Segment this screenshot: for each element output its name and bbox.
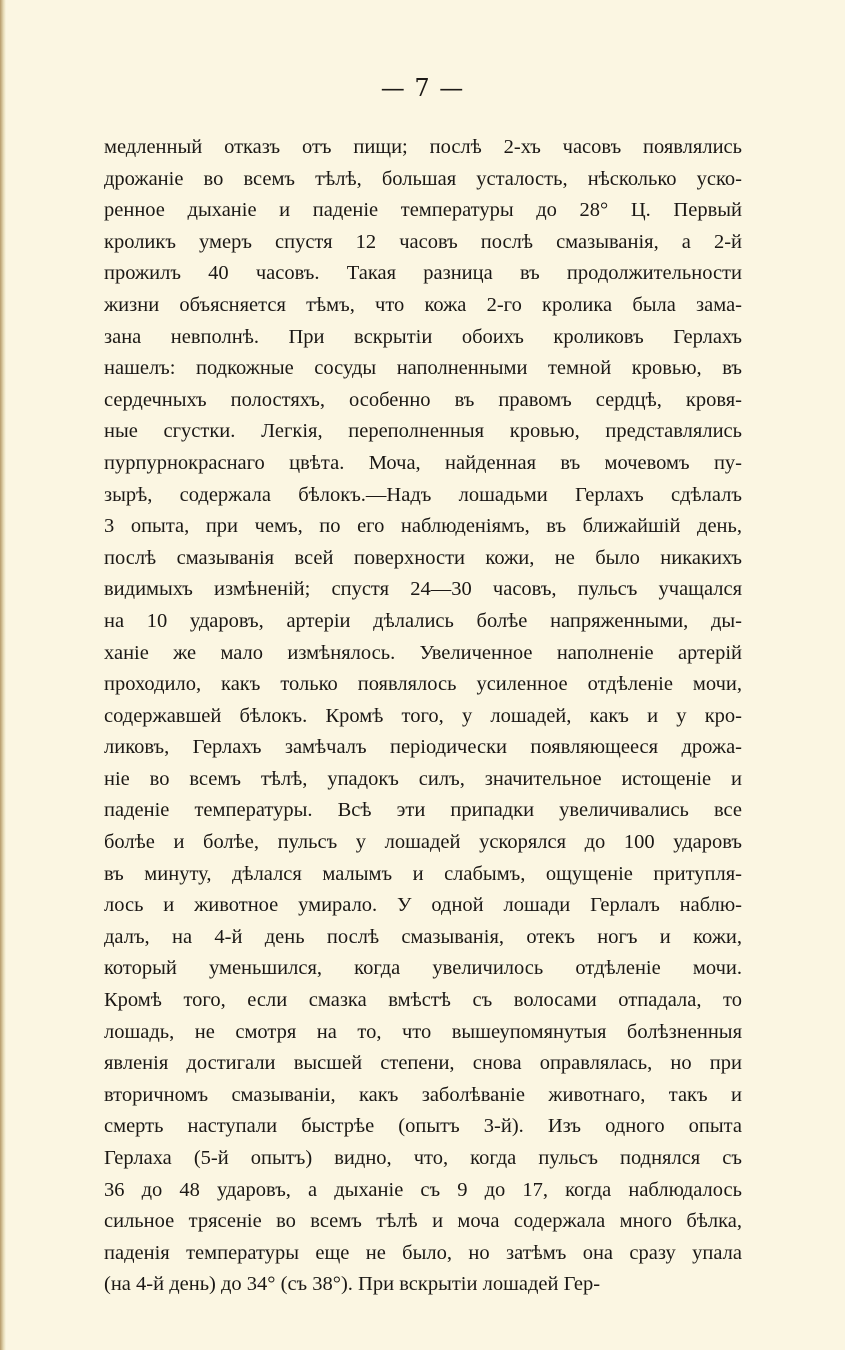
text-line: жизни объясняется тѣмъ, что кожа 2-го кролика была зама- — [104, 293, 742, 316]
text-line: пурпурнокраснаго цвѣта. Моча, найденная въ мочевомъ пу- — [104, 451, 742, 474]
text-line: зырѣ, содержала бѣлокъ.—Надъ лошадьми Герлахъ сдѣлалъ — [104, 483, 742, 506]
text-line: далъ, на 4-й день послѣ смазыванія, отекъ ногъ и кожи, — [104, 925, 742, 948]
text-line: явленія достигали высшей степени, снова оправлялась, но при — [104, 1052, 742, 1075]
text-line: 3 опыта, при чемъ, по его наблюденіямъ, въ ближайшій день, — [104, 515, 742, 538]
text-line: кроликъ умеръ спустя 12 часовъ послѣ смазыванія, а 2-й — [104, 230, 742, 253]
text-line: на 10 ударовъ, артеріи дѣлались болѣе напряженными, ды- — [104, 609, 742, 632]
text-line: лошадь, не смотря на то, что вышеупомянутыя болѣзненныя — [104, 1020, 742, 1043]
text-line: который уменьшился, когда увеличилось отдѣленіе мочи. — [104, 957, 742, 980]
text-line: дрожаніе во всемъ тѣлѣ, большая усталость, нѣсколько уско- — [104, 167, 742, 190]
text-line: Герлаха (5-й опытъ) видно, что, когда пульсъ поднялся съ — [104, 1147, 742, 1169]
text-line: проходило, какъ только появлялось усиленное отдѣленіе мочи, — [104, 673, 742, 696]
text-line: ренное дыханіе и паденіе температуры до 28° Ц. Первый — [104, 199, 742, 222]
text-line: 36 до 48 ударовъ, а дыханіе съ 9 до 17, когда наблюдалось — [104, 1178, 742, 1201]
text-line: паденіе температуры. Всѣ эти припадки увеличивались все — [104, 799, 742, 822]
text-line: содержавшей бѣлокъ. Кромѣ того, у лошадей, какъ и у кро- — [104, 704, 742, 727]
text-line: ликовъ, Герлахъ замѣчалъ періодически появляющееся дрожа- — [104, 736, 742, 759]
text-line: сильное трясеніе во всемъ тѣлѣ и моча содержала много бѣлка, — [104, 1210, 742, 1233]
page-binding-edge — [0, 0, 6, 1350]
text-line: сердечныхъ полостяхъ, особенно въ правомъ сердцѣ, кровя- — [104, 388, 742, 411]
page-number: — 7 — — [380, 74, 465, 102]
text-line: видимыхъ измѣненій; спустя 24—30 часовъ, пульсъ учащался — [104, 578, 742, 601]
text-line: ные сгустки. Легкія, переполненныя кровью, представлялись — [104, 420, 742, 443]
text-line: вторичномъ смазываніи, какъ заболѣваніе животнаго, такъ и — [104, 1083, 742, 1106]
text-line: болѣе и болѣе, пульсъ у лошадей ускорялся до 100 ударовъ — [104, 831, 742, 854]
text-line: медленный отказъ отъ пищи; послѣ 2-хъ часовъ появлялись — [104, 136, 742, 158]
text-line: нашелъ: подкожные сосуды наполненными темной кровью, въ — [104, 357, 742, 380]
text-line: послѣ смазыванія всей поверхности кожи, не было никакихъ — [104, 546, 742, 569]
text-line: въ минуту, дѣлался малымъ и слабымъ, ощущеніе притупля- — [104, 862, 742, 885]
text-line: лось и животное умирало. У одной лошади Герлалъ наблю- — [104, 894, 742, 917]
text-line: ніе во всемъ тѣлѣ, упадокъ силъ, значительное истощеніе и — [104, 767, 742, 790]
text-line: паденія температуры еще не было, но затѣмъ она сразу упала — [104, 1241, 742, 1264]
text-line: Кромѣ того, если смазка вмѣстѣ съ волосами отпадала, то — [104, 989, 742, 1012]
text-line: зана невполнѣ. При вскрытіи обоихъ кроликовъ Герлахъ — [104, 325, 742, 348]
text-line: смерть наступали быстрѣе (опытъ 3-й). Изъ одного опыта — [104, 1115, 742, 1138]
body-text — [104, 132, 742, 1301]
text-line: прожилъ 40 часовъ. Такая разница въ продолжительности — [104, 262, 742, 285]
text-line: ханіе же мало измѣнялось. Увеличенное наполненіе артерій — [104, 641, 742, 664]
text-line: (на 4-й день) до 34° (съ 38°). При вскрытіи лошадей Гер- — [104, 1273, 601, 1296]
